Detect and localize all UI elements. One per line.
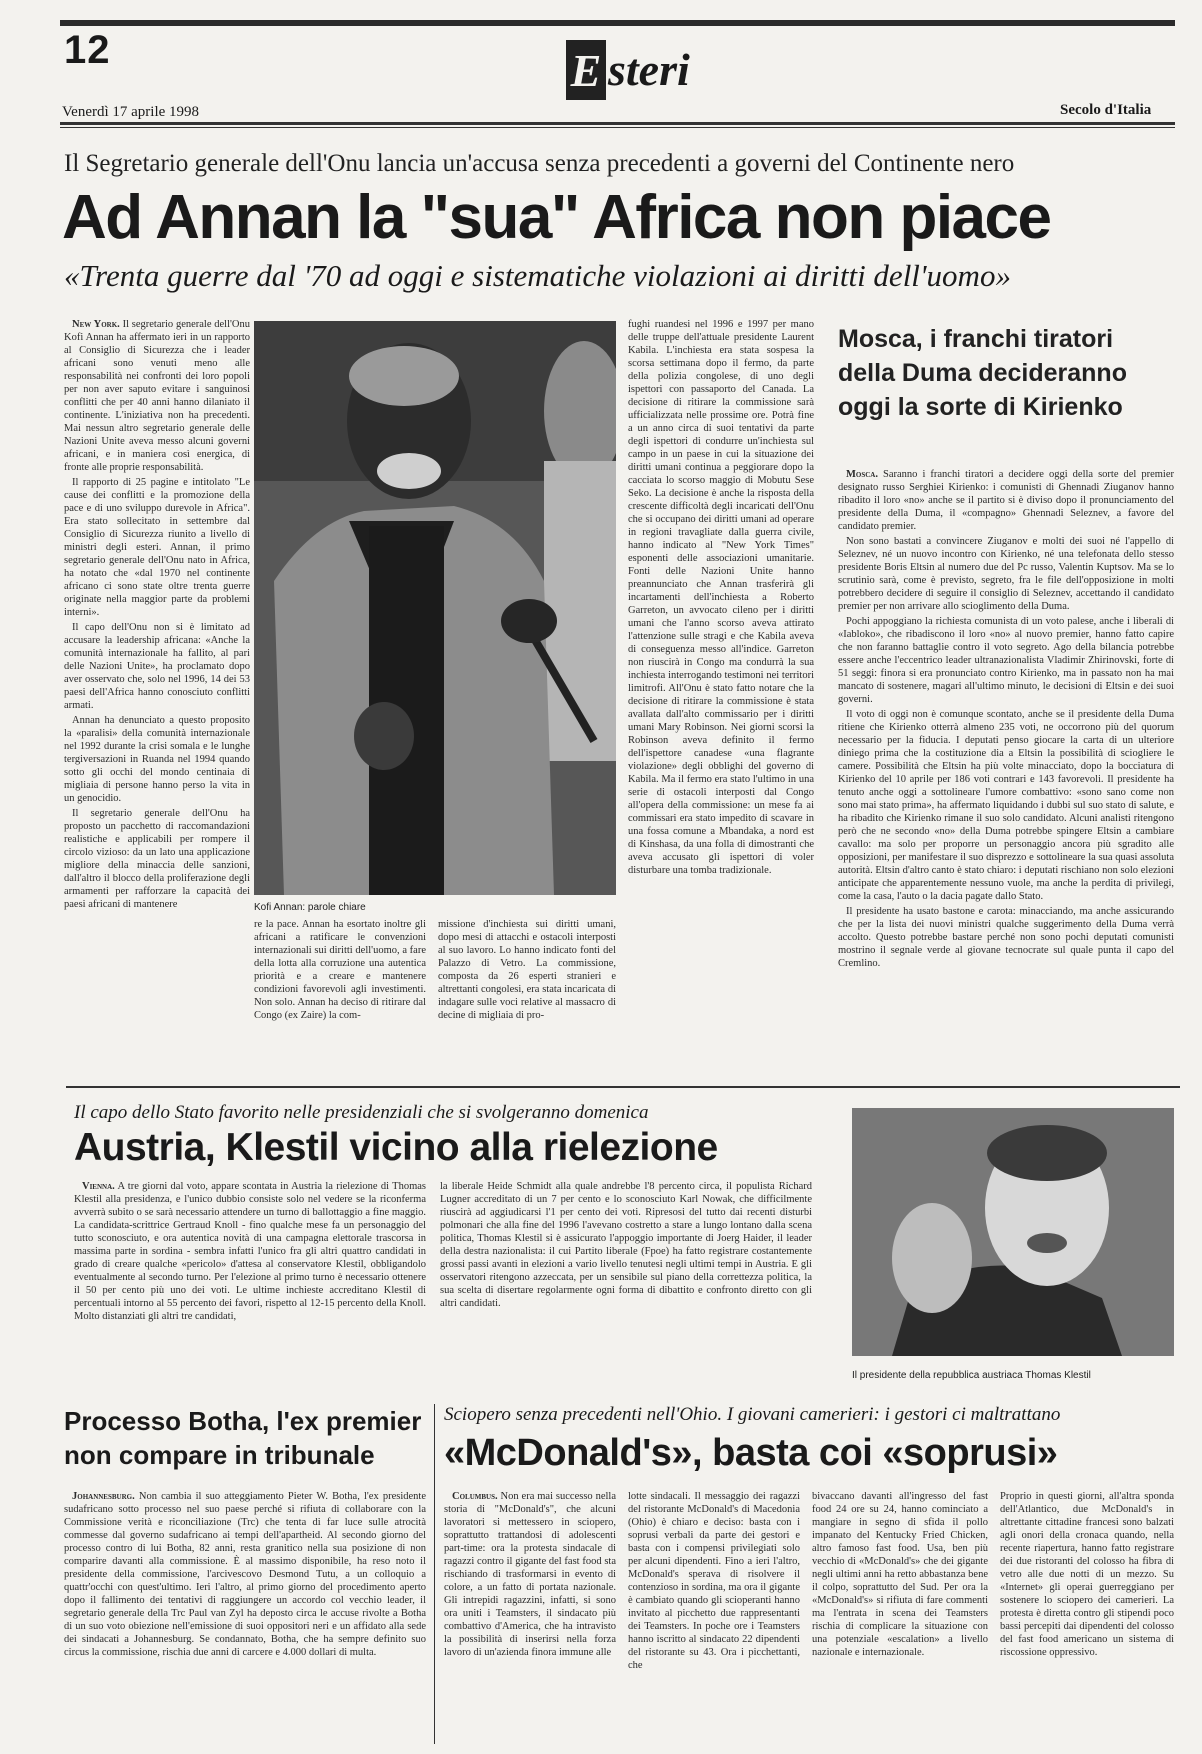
mcdonalds-kicker: Sciopero senza precedenti nell'Ohio. I giovani camerieri: i gestori ci maltrattano <box>444 1404 1061 1425</box>
masthead-rule <box>60 122 1175 125</box>
klestil-photo-image <box>852 1108 1174 1356</box>
klestil-photo-caption: Il presidente della repubblica austriaca Thomas Klestil <box>852 1370 1091 1381</box>
main-column-4: fughi ruandesi nel 1996 e 1997 per mano delle truppe dell'attuale presidente Laurent Kabila. L'inchiesta era stata sospesa la scorsa settimana dopo il fermo, da parte della polizia congolese, di uno degli ispettori con passaporto del Canada. La decisione di ritirare la commissione sarà ufficializzata nelle prossime ore. Potrà fine a un anno circa di suoi tentativi da parte degli ispettori di condurre un'inchiesta sul campo in un paese in cui la situazione dei diritti umani continua a peggiorare dopo la cacciata lo scorso maggio di Mobutu Sese Seko. La decisione è anche la risposta della crescente difficoltà degli incaricati dell'Onu che si occupano dei diritti umani ad operare in regioni travagliate dalla guerra civile, hanno indicato al "New York Times" esponenti delle associazioni umanitarie. Fonti delle Nazioni Unite hanno preannunciato che Annan trasferirà gli incartamenti dell'inchiesta a Roberto Garreton, un avvocato cileno per i diritti umani che l'anno scorso aveva attirato l'attenzione sulle stragi e che Kabila aveva di conseguenza messo all'indice. Garreton non riuscirà in Congo ma condurrà la sua inchiesta interrogando testimoni nei territori limitrofi. All'Onu è stato fatto notare che la decisione di ritirare la commissione è stata avallata dall'alto commissario per i diritti umani Mary Robinson. Nei giorni scorsi la Robinson aveva definito il fermo dell'ispettore canadese «una flagrante violazione» degli obblighi del governo di Kabila. Ma il fermo era stato l'ultimo in una serie di ostacoli interposti dal Congo all'opera della commissione: un mese fa ai commissari era stato impedito di scavare in una fossa comune a Mbandaka, a nord est di Kinshasa, da una folla di dimostranti che aveva accusato gli ispettori di voler disturbare una tomba tradizionale. <box>628 319 814 876</box>
column-divider <box>434 1404 435 1744</box>
austria-column-1 <box>74 1180 426 1380</box>
main-dateline: New York. <box>72 319 120 330</box>
botha-body <box>64 1490 426 1740</box>
main-headline: Ad Annan la "sua" Africa non piace <box>62 183 1051 252</box>
austria-kicker: Il capo dello Stato favorito nelle presidenziali che si svolgeranno domenica <box>74 1102 649 1123</box>
annan-photo-caption: Kofi Annan: parole chiare <box>254 902 366 913</box>
sidebar-paragraph-2: Non sono bastati a convincere Ziuganov e molti dei suoi né l'appello di Seleznev, né un nuovo incontro con Kirienko, né una telefonata dello stesso presidente Boris Eltsin al numero due del Pc russo, Valentin Kuptsov. Ma se lo scrutinio sarà, come è previsto, segreto, fra le file dell'opposizione in molti potrebbero decidere di seguire il consiglio di Seleznev, accettando il candidato premier per non arrivare allo scioglimento della Duma. <box>838 536 1174 612</box>
annan-photo-image <box>254 321 616 895</box>
main-kicker: Il Segretario generale dell'Onu lancia un'accusa senza precedenti a governi del Continente nero <box>64 150 1015 177</box>
sidebar-paragraph-3: Pochi appoggiano la richiesta comunista di un voto palese, anche i liberali di «Iabloko», che ribadiscono il loro «no» al nuovo premier, hanno fatto capire che non faranno battaglie contro il voto segreto. Ago della bilancia potrebbe essere anche l'eccentrico leader ultranazionalista Vladimir Zhirinovski, forte di 51 seggi: finora si era pronunciato contro Kirienko, ma in passato non ha mai mancato di sostenere, magari all'ultimo minuto, le decisioni di Eltsin e dei suoi governi. <box>838 616 1174 705</box>
mcdonalds-column-4: Proprio in questi giorni, all'altra sponda dell'Atlantico, due McDonald's in altrettante cittadine francesi sono balzati agli onori della cronaca quando, nella recente riapertura, hanno fatto registrare dei due ristoranti del colosso ha fibra di vetro alle due notti di un mezzo. Su «Internet» gli operai guerreggiano per sostenere lo sciopero dei camerieri. La protesta è diretta contro gli stipendi poco bassi percepiti dai dipendenti del colosso del fast food americano un sistema di riscossione oppressivo. <box>1000 1491 1174 1658</box>
main-paragraph-5: Il segretario generale dell'Onu ha proposto un pacchetto di raccomandazioni realistiche e applicabili per rompere il circolo vizioso: da un lato una applicazione migliore della minaccia delle sanzioni, dall'altro il blocco della proliferazione degli armamenti per rafforzare la capacità dei paesi africani di mantenere <box>64 808 250 910</box>
main-paragraph-2: Il rapporto di 25 pagine e intitolato "Le cause dei conflitti e la promozione della pace e di uno sviluppo durevole in Africa". Era stato sollecitato in settembre dal Consiglio di Sicurezza riunito a livello di ministri degli esteri. Annan, il primo segretario generale dell'Onu nato in Africa, ha notato che «dal 1970 nel continente africano ci sono state oltre trenta guerre originate nella maggior parte da problemi interni». <box>64 477 250 618</box>
section-title <box>566 30 690 100</box>
mcdonalds-headline: «McDonald's», basta coi «soprusi» <box>444 1432 1058 1474</box>
mcdonalds-text-1: Non era mai successo nella storia di "McDonald's", che alcuni lavoratori si mettessero in sciopero, soprattutto trattandosi di adolescenti part-time: ora la protesta sindacale di ragazzi contro il gigante del fast food sta rischiando di trasformarsi in evento di colore, a un fatto di portata nazionale. Gli intrepidi ragazzini, infatti, si sono ora uniti i Teamsters, il sindacato più combattivo d'America, che ha intravisto la possibilità di inserirsi nella forza lavoro di un'azienda finora immune alle <box>444 1491 616 1658</box>
issue-date: Venerdì 17 aprile 1998 <box>62 104 200 120</box>
main-subhead: «Trenta guerre dal '70 ad oggi e sistematiche violazioni ai diritti dell'uomo» <box>64 258 1011 293</box>
sidebar-paragraph-4: Il voto di oggi non è comunque scontato, anche se il presidente della Duma ritiene che Kirienko otterrà almeno 235 voti, ne occorrono più del quorum necessario per la fiducia. I deputati penso giocare la carta di un ulteriore diniego prima che la costituzione dia a Eltsin la possibilità di sciogliere le camere. Possibilità che Eltsin ha più volte minacciato, dopo la bocciatura di Kirienko del 10 aprile per 186 voti contrari e 143 favorevoli. Il presidente ha tenuto anche oggi a sottolineare l'umore combattivo: «sono sano come non sono mai stato prima», ha affermato liquidando i dubbi sul suo stato di salute, e ha ribadito che Kirienko rimane il suo solo candidato. Alcuni analisti ritengono però che ne secondo «no» della Duma potrebbe spingere Eltsin a cambiare cavallo: ma solo per proporre un personaggio ancora più sgradito alle opposizioni, per manifestare il suo disprezzo e sottolineare la sua quasi assoluta autorità. Eltsin d'altro canto è stato chiaro: i deputati rischiano non solo elezioni anticipate che apparentemente nessuno vuole, ma anche la perdita di privilegi, come la casa, l'auto o la dacia pagate dallo Stato. <box>838 709 1174 902</box>
mcdonalds-column-1 <box>444 1490 616 1740</box>
sidebar-paragraph-5: Il presidente ha usato bastone e carota: minacciando, ma anche assicurando che per la lista dei nuovi ministri qualche suggerimento della Duma verrà accolto. Questo potrebbe bastare perché non sono pochi deputati comunisti mostrino il segnale verde al giovane tecnocrate sul quale punta il capo del Cremlino. <box>838 906 1174 969</box>
masthead-rule-thin <box>60 127 1175 128</box>
sidebar-headline: Mosca, i franchi tiratori della Duma decideranno oggi la sorte di Kirienko <box>838 325 1127 421</box>
sidebar-body <box>838 468 1174 1058</box>
main-paragraph-1: Il segretario generale dell'Onu Kofi Annan ha affermato ieri in un rapporto al Consiglio di Sicurezza che i leader africani sono venuti meno alle responsabilità nei confronti dei loro popoli per non aver saputo evitare i sanguinosi conflitti che per 40 anni hanno dilaniato il continente. L'iniziativa non ha precedenti. Mai nessun altro segretario generale delle Nazioni Unite aveva messo alcuni governi africani, e in maniera così energica, di fronte alle proprie responsabilità. <box>64 319 250 473</box>
austria-text-1: A tre giorni dal voto, appare scontata in Austria la rielezione di Thomas Klestil alla presidenza, e l'unico dubbio consiste solo nel vedere se la riconferma avverrà subito o se sarà necessario attendere un turno di ballottaggio a fine maggio. La candidata-scrittrice Gertraud Knoll - fino qualche mese fa un personaggio del tutto sconosciuto, e ora autentica novità di una campagna elettorale trascorsa in massima parte in sordina - sembra infatti l'unico fra gli altri quattro candidati in grado di creare qualche «pericolo» d'attesa al conservatore Klestil, obbligandolo eventualmente al secondo turno. Per l'elezione al primo turno è necessario ottenere il 50 per cento più uno dei voti. Le ultime inchieste accreditano Klestil di percentuali intorno al 55 percento dei favori, rispetto al 12-15 percento della Knoll. Molto distanziati gli altri tre candidati, <box>74 1181 426 1322</box>
main-paragraph-4: Annan ha denunciato a questo proposito la «paralisi» della comunità internazionale nel 1992 durante la crisi somala e le lunghe tergiversazioni in Ruanda nel 1994 quando sotto gli occhi del mondo centinaia di migliaia di persone hanno perso la vita in un genocidio. <box>64 715 250 804</box>
newspaper-brand: Secolo d'Italia <box>1060 102 1152 118</box>
page-number: 12 <box>64 28 111 72</box>
mcdonalds-dateline: Columbus. <box>452 1491 498 1502</box>
annan-photo <box>254 321 616 895</box>
klestil-photo <box>852 1108 1174 1356</box>
main-column-2-bottom: re la pace. Annan ha esortato inoltre gli africani a ratificare le convenzioni internazionali sui diritti dell'uomo, a fare della lotta alla corruzione una autentica priorità e a creare e mantenere condizioni favorevoli agli investimenti. Non solo. Annan ha deciso di ritirare dal Congo (ex Zaire) la com- <box>254 919 426 1021</box>
section-initial: E <box>566 40 606 100</box>
botha-dateline: Johannesburg. <box>72 1491 135 1502</box>
main-paragraph-3: Il capo dell'Onu non si è limitato ad accusare la leadership africana: «Anche la comunità internazionale ha fallito, al pari delle Nazioni Unite», ha proclamato dopo aver osservato che, solo nel 1996, 14 dei 53 paesi dell'Africa hanno conosciuto conflitti armati. <box>64 622 250 711</box>
section-name: steri <box>608 44 690 95</box>
mcdonalds-column-3: bivaccano davanti all'ingresso del fast food 24 ore su 24, hanno cominciato a mangiare in segno di sfida il pollo impanato del Kentucky Fried Chicken, altro famoso fast food. Usa, ben più vecchio di «McDonald's» che dei gigante negli ultimi anni ha retto abbastanza bene il colpo, soprattutto del Sud. Per ora la «McDonald's» si rifiuta di fare commenti ma l'entrata in scena dei Teamsters rischia di complicare la situazione con una potenziale «escalation» a livello nazionale e internazionale. <box>812 1491 988 1658</box>
austria-dateline: Vienna. <box>82 1181 115 1192</box>
sidebar-paragraph-1: Saranno i franchi tiratori a decidere oggi della sorte del premier designato russo Serghiei Kirienko: i comunisti di Ghennadi Ziuganov hanno ribadito il loro «no» anche se il partito si è diviso dopo il pronunciamento del presidente della Duma, il «compagno» Ghennadi Seleznev, a favore del candidato premier. <box>838 469 1174 532</box>
austria-column-2: la liberale Heide Schmidt alla quale andrebbe l'8 percento circa, il populista Richard Lugner accreditato di un 7 per cento e lo sconosciuto Karl Nowak, che difficilmente riuscirà ad aggiudicarsi l'1 per cento dei voti. Ripresosi del tutto dai recenti disturbi polmonari che alla fine del 1996 l'avevano costretto a stare a lungo lontano dalla scena politica, Thomas Klestil si è assicurato l'appoggio importante di Joerg Haider, il leader della destra nazionalista: il cui Partito liberale (Fpoe) ha fatto registrare costantemente grossi passi avanti in elezioni a vario livello tenutesi negli ultimi tempi in Austria. E gli osservatori ritengono azzeccata, per un sensibile sul piano della correttezza politica, la sua scelta di disertare regolarmente ogni forma di dibattito e confronto diretto con gli altri candidati. <box>440 1181 812 1309</box>
main-column-3-bottom: missione d'inchiesta sui diritti umani, dopo mesi di attacchi e ostacoli interposti al suo lavoro. Lo hanno indicato fonti del Palazzo di Vetro. La commissione, composta da 26 esperti stranieri e altrettanti congolesi, era stata incaricata di indagare sulle voci relative al massacro di decine di migliaia di pro- <box>438 919 616 1021</box>
botha-text: Non cambia il suo atteggiamento Pieter W. Botha, l'ex presidente sudafricano sotto processo nel suo paese perché si rifiuta di collaborare con la Commissione verità e riconciliazione (Trc) che tenta di far luce sulle atrocità commesse dal governo sudafricano ai tempi dell'apartheid. Al secondo giorno del processo contro di lui Botha, 82 anni, resta granitico nella sua posizione di non comparire davanti alla commissione. È al massimo disponibile, ha reso noto il presidente della commissione, l'arcivescovo Desmond Tutu, a un colloquio a quattr'occhi con quest'ultimo. Ieri l'altro, al primo giorno del procedimento aperto dopo il fallimento dei tentativi di raggiungere un accordo col vecchio leader, il segretario generale della Trc Paul van Zyl ha deposto circa le accuse rivolte a Botha di un suo voto obiezione nell'emissione di suoi oppositori neri e un affidato alla sede dei sindacati a Johannesburg. Se condannato, Botha, che ha sempre definito suo circus la commissione, rischia due anni di carcere e 4.000 dollari di multa. <box>64 1491 426 1658</box>
top-rule <box>60 20 1175 26</box>
austria-headline: Austria, Klestil vicino alla rielezione <box>74 1126 718 1169</box>
sidebar-dateline: Mosca. <box>846 469 878 480</box>
main-column-1 <box>64 318 250 1058</box>
mcdonalds-column-2: lotte sindacali. Il messaggio dei ragazzi del ristorante McDonald's di Macedonia (Ohio) è chiaro e deciso: basta con i soprusi verbali da parte dei gestori e basta con i compensi privilegiati solo per alcuni dipendenti. Fino a ieri l'altro, McDonald's sperava di risolvere il contenzioso in sordina, ma ora il gigante è cambiato quando gli scioperanti hanno invitato al picchetto due rappresentanti dei Teamsters. In poche ore i Teamsters hanno iscritto al sindacato 22 dipendenti del ristorante su 43. Ora i picchettanti, che <box>628 1491 800 1671</box>
botha-headline: Processo Botha, l'ex premier non compare in tribunale <box>64 1406 422 1470</box>
